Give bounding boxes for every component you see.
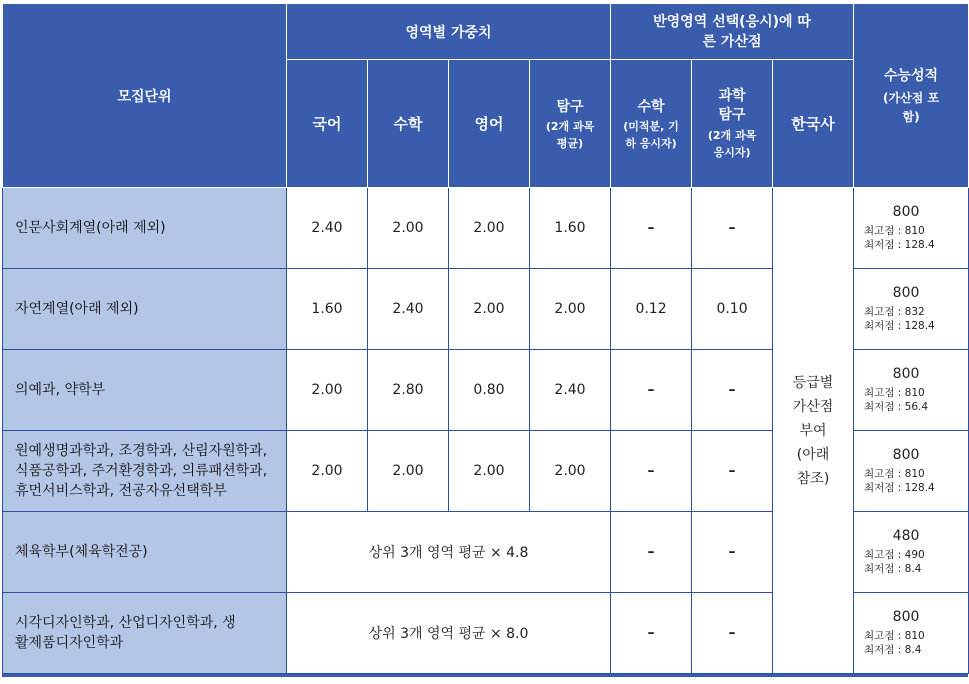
- cell-bonus-science: 0.10: [692, 269, 773, 350]
- header-bonus-group: 반영영역 선택(응시)에 따른 가산점: [611, 4, 854, 60]
- cell-bonus-math: –: [611, 431, 692, 512]
- header-weights-group: 영역별 가중치: [287, 4, 611, 60]
- row-unit: [3, 593, 287, 674]
- score-weight-table: [2, 3, 969, 674]
- header-total: [854, 4, 969, 188]
- score-value: 800: [892, 366, 920, 382]
- cell-bonus-science: –: [692, 431, 773, 512]
- row-unit-text: 시각디자인학과, 산업디자인학과, 생활제품디자인학과: [15, 615, 236, 651]
- score-min: 최저점 : 8.4: [864, 644, 922, 656]
- score-value: 800: [892, 204, 920, 220]
- header-bonus-science-label: 과학 탐구: [718, 87, 746, 123]
- header-english: 영어: [449, 60, 530, 188]
- cell-score: [854, 593, 969, 674]
- row-unit: 인문사회계열(아래 제외): [3, 188, 287, 269]
- bottom-rule: [2, 674, 968, 677]
- history-note-text: 등급별 가산점 부여 (아래 참조): [792, 374, 834, 487]
- cell-score: [854, 269, 969, 350]
- row-unit: 자연계열(아래 제외): [3, 269, 287, 350]
- cell-korean: 2.40: [287, 188, 368, 269]
- cell-bonus-science: –: [692, 350, 773, 431]
- cell-inquiry: 1.60: [530, 188, 611, 269]
- header-inquiry: [530, 60, 611, 188]
- score-min: 최저점 : 56.4: [864, 401, 929, 413]
- cell-korean: 1.60: [287, 269, 368, 350]
- cell-inquiry: 2.40: [530, 350, 611, 431]
- cell-bonus-math: –: [611, 188, 692, 269]
- cell-english: 2.00: [449, 269, 530, 350]
- header-korean: 국어: [287, 60, 368, 188]
- cell-korean: 2.00: [287, 431, 368, 512]
- score-min: 최저점 : 8.4: [864, 563, 922, 575]
- score-value: 800: [892, 609, 920, 625]
- score-min: 최저점 : 128.4: [864, 320, 935, 332]
- cell-history-note: [773, 188, 854, 674]
- row-unit: [3, 431, 287, 512]
- score-max: 최고점 : 810: [864, 225, 925, 237]
- cell-merged-formula: 상위 3개 영역 평균 × 4.8: [287, 512, 611, 593]
- cell-bonus-math: 0.12: [611, 269, 692, 350]
- score-value: 800: [892, 447, 920, 463]
- cell-inquiry: 2.00: [530, 431, 611, 512]
- cell-merged-formula: 상위 3개 영역 평균 × 8.0: [287, 593, 611, 674]
- header-inquiry-label: 탐구: [556, 98, 584, 115]
- cell-math: 2.80: [368, 350, 449, 431]
- header-math: 수학: [368, 60, 449, 188]
- cell-math: 2.40: [368, 269, 449, 350]
- row-unit-text: 원예생명과학과, 조경학과, 산림자원학과, 식품공학과, 주거환경학과, 의류패션학과, 휴먼서비스학과, 전공자유선택학부: [15, 443, 268, 499]
- row-unit: 의예과, 약학부: [3, 350, 287, 431]
- score-max: 최고점 : 810: [864, 387, 925, 399]
- header-bonus-science-sub: (2개 과목 응시자): [707, 128, 757, 159]
- cell-score: [854, 431, 969, 512]
- cell-korean: 2.00: [287, 350, 368, 431]
- score-max: 최고점 : 832: [864, 306, 925, 318]
- score-value: 800: [892, 285, 920, 301]
- header-bonus-math-sub: (미적분, 기하 응시자): [623, 119, 679, 150]
- header-history: 한국사: [773, 60, 854, 188]
- header-inquiry-sub: (2개 과목 평균): [545, 119, 595, 150]
- cell-bonus-science: –: [692, 593, 773, 674]
- header-bonus-science: [692, 60, 773, 188]
- cell-bonus-science: –: [692, 188, 773, 269]
- cell-score: [854, 188, 969, 269]
- header-total-sub: (가산점 포함): [883, 90, 940, 124]
- header-total-label: 수능성적: [883, 67, 939, 84]
- score-value: 480: [892, 528, 920, 544]
- score-min: 최저점 : 128.4: [864, 239, 935, 251]
- cell-english: 2.00: [449, 431, 530, 512]
- cell-math: 2.00: [368, 431, 449, 512]
- score-max: 최고점 : 490: [864, 549, 925, 561]
- score-max: 최고점 : 810: [864, 630, 925, 642]
- header-bonus-math: [611, 60, 692, 188]
- cell-math: 2.00: [368, 188, 449, 269]
- cell-english: 0.80: [449, 350, 530, 431]
- cell-score: [854, 350, 969, 431]
- cell-score: [854, 512, 969, 593]
- score-min: 최저점 : 128.4: [864, 482, 935, 494]
- header-bonus-math-label: 수학: [637, 98, 665, 115]
- score-max: 최고점 : 810: [864, 468, 925, 480]
- cell-bonus-science: –: [692, 512, 773, 593]
- cell-bonus-math: –: [611, 512, 692, 593]
- header-unit: 모집단위: [3, 4, 287, 188]
- cell-bonus-math: –: [611, 350, 692, 431]
- cell-english: 2.00: [449, 188, 530, 269]
- cell-bonus-math: –: [611, 593, 692, 674]
- table-row: [3, 188, 969, 269]
- cell-inquiry: 2.00: [530, 269, 611, 350]
- row-unit: 체육학부(체육학전공): [3, 512, 287, 593]
